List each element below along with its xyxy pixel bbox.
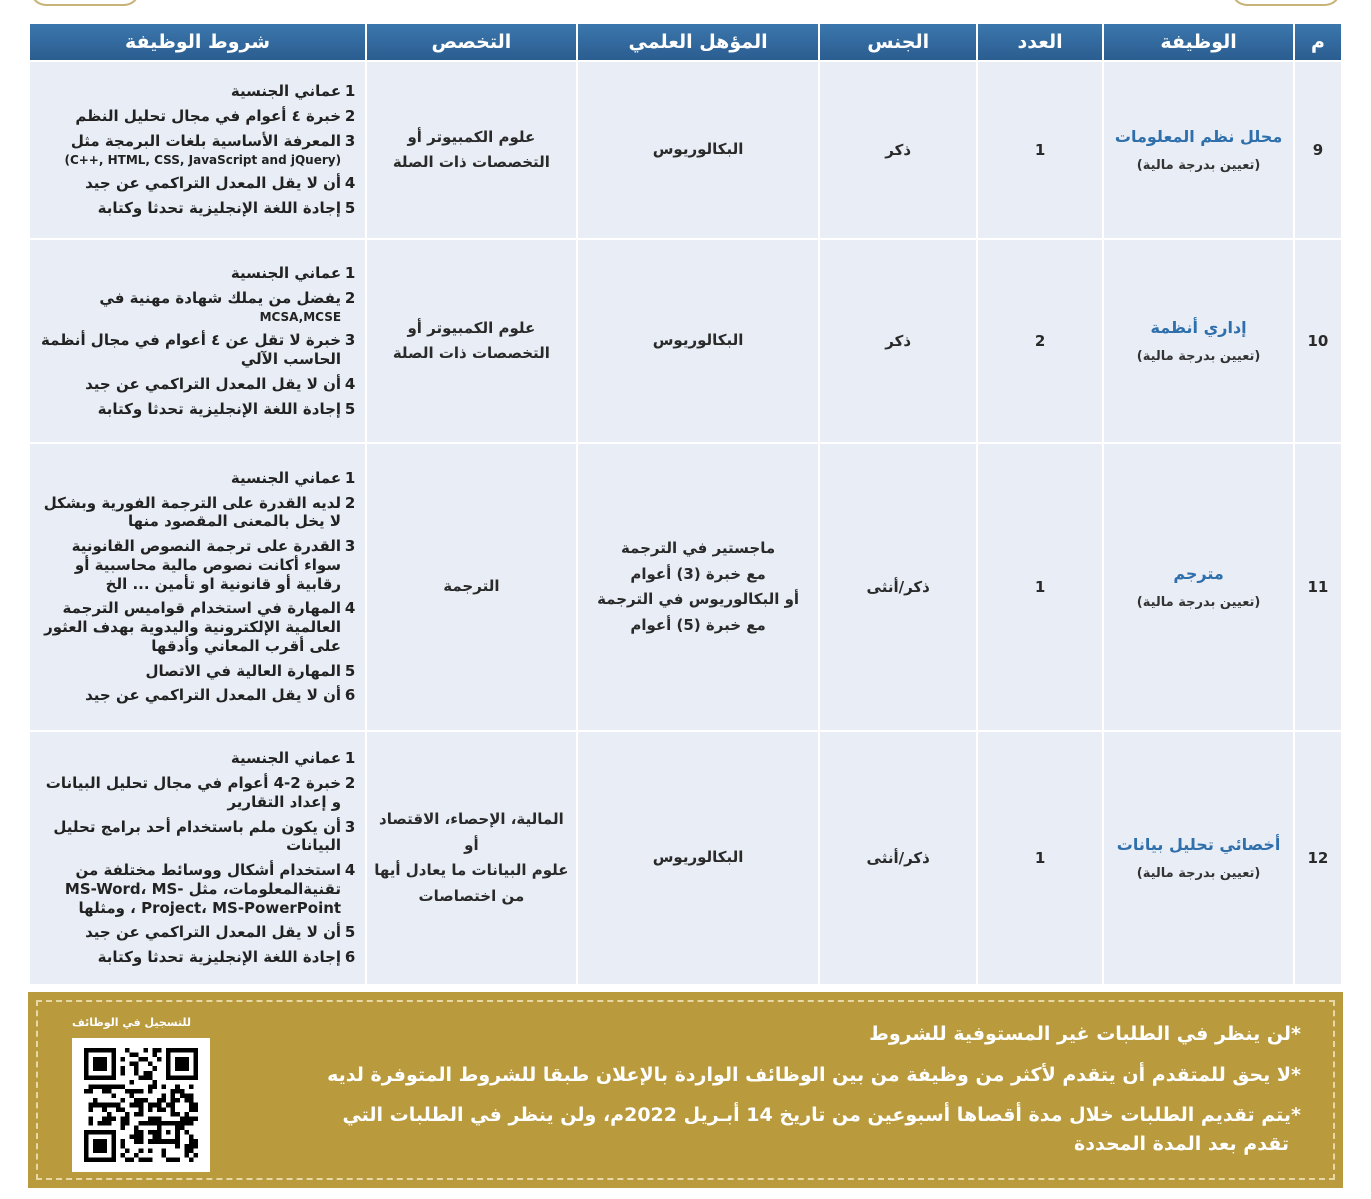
registration-qr-code[interactable] <box>72 1038 210 1172</box>
header-count: العدد <box>978 24 1102 60</box>
condition-number: 2 <box>344 106 356 125</box>
condition-item <box>40 861 359 917</box>
top-ornament-right <box>1231 0 1341 6</box>
table-body <box>30 62 1341 984</box>
condition-text: لديه القدرة على الترجمة الفورية وبشكل لا يخل بالمعنى المقصود منها <box>43 493 342 531</box>
condition-text: المعرفة الأساسية بلغات البرمجة مثل <box>70 131 342 150</box>
table-row <box>30 62 1341 238</box>
notice-line-3-continued: تقدم بعد المدة المحددة <box>1074 1132 1289 1155</box>
condition-text-wrap <box>40 774 341 812</box>
cell-count: 1 <box>978 732 1102 984</box>
condition-text: خبرة ٤ أعوام في مجال تحليل النظم <box>75 106 342 125</box>
cell-qualification <box>578 732 819 984</box>
cell-gender: ذكر/أنثى <box>820 444 975 730</box>
notice-lines <box>261 1020 1301 1170</box>
cell-specialization <box>367 240 576 442</box>
condition-item <box>40 537 359 593</box>
condition-number: 6 <box>344 948 356 966</box>
job-note: (تعيين بدرجة مالية) <box>1136 349 1261 364</box>
table-header <box>30 24 1341 60</box>
job-note: (تعيين بدرجة مالية) <box>1136 595 1261 610</box>
condition-text-wrap <box>99 289 341 326</box>
conditions-list <box>30 457 365 717</box>
condition-text: القدرة على ترجمة النصوص القانونية سواء أكانت نصوص مالية محاسبية أو رقابية أو قانونية او تأمين ... الخ <box>71 537 342 593</box>
condition-number: 2 <box>344 774 356 792</box>
specialization-line: من اختصاصات <box>418 886 525 905</box>
condition-text-wrap <box>40 537 341 593</box>
qualification-line: البكالوريوس <box>652 848 744 867</box>
cell-specialization <box>367 732 576 984</box>
condition-text: عماني الجنسية <box>230 82 342 101</box>
condition-number: 3 <box>344 537 356 556</box>
condition-text-wrap <box>40 861 341 917</box>
condition-subtext: MCSA,MCSE <box>259 310 342 325</box>
condition-item <box>40 686 359 705</box>
condition-text: إجادة اللغة الإنجليزية تحدثا وكتابة <box>97 399 342 418</box>
top-ornament-left <box>30 0 140 6</box>
cell-count: 1 <box>978 444 1102 730</box>
condition-text-wrap <box>85 174 341 193</box>
cell-specialization <box>367 62 576 238</box>
header-specialization: التخصص <box>367 24 576 60</box>
cell-conditions <box>30 732 365 984</box>
cell-no: 9 <box>1295 62 1341 238</box>
conditions-list <box>30 252 365 431</box>
condition-item <box>40 749 359 768</box>
condition-item <box>40 82 359 101</box>
condition-item <box>40 818 359 856</box>
condition-text-wrap <box>231 82 341 101</box>
condition-subtext: (C++, HTML, CSS, JavaScript and jQuery) <box>64 153 342 168</box>
cell-no: 12 <box>1295 732 1341 984</box>
header-job: الوظيفة <box>1104 24 1293 60</box>
cell-job <box>1104 62 1293 238</box>
notice-box <box>28 992 1343 1188</box>
specialization-line: علوم الكمبيوتر أو <box>407 127 536 146</box>
job-title: محلل نظم المعلومات <box>1114 127 1283 146</box>
condition-item <box>40 599 359 655</box>
condition-item <box>40 264 359 283</box>
cell-count: 1 <box>978 62 1102 238</box>
header-no: م <box>1295 24 1341 60</box>
condition-text: أن لا يقل المعدل التراكمي عن جيد <box>85 923 342 942</box>
condition-text: أن يكون ملم باستخدام أحد برامج تحليل البيانات <box>53 817 342 855</box>
job-note: (تعيين بدرجة مالية) <box>1136 158 1261 173</box>
condition-text: إجادة اللغة الإنجليزية تحدثا وكتابة <box>97 948 342 966</box>
condition-item <box>40 174 359 193</box>
notice-line-3: *يتم تقديم الطلبات خلال مدة أقصاها أسبوعين من تاريخ 14 أبـريل 2022م، ولن ينظر في الطلبات التي <box>342 1104 1301 1126</box>
condition-text-wrap <box>98 199 341 218</box>
condition-number: 4 <box>344 861 356 879</box>
condition-number: 5 <box>344 923 356 942</box>
cell-qualification <box>578 240 819 442</box>
specialization-line: المالية، الإحصاء، الاقتصاد <box>379 810 564 828</box>
specialization-line: أو <box>464 835 479 854</box>
condition-text: أن لا يقل المعدل التراكمي عن جيد <box>85 174 342 193</box>
conditions-list <box>30 737 365 979</box>
condition-text-wrap <box>231 749 341 768</box>
condition-number: 1 <box>344 263 356 282</box>
condition-item <box>40 107 359 126</box>
cell-job <box>1104 444 1293 730</box>
job-title: مترجم <box>1173 564 1224 583</box>
condition-text: إجادة اللغة الإنجليزية تحدثا وكتابة <box>97 199 342 218</box>
cell-no: 11 <box>1295 444 1341 730</box>
condition-item <box>40 331 359 369</box>
condition-item <box>40 199 359 218</box>
cell-job <box>1104 732 1293 984</box>
condition-item <box>40 132 359 169</box>
condition-number: 6 <box>344 686 356 705</box>
job-title: أخصائي تحليل بيانات <box>1116 835 1281 854</box>
condition-text-wrap <box>145 662 341 681</box>
condition-number: 3 <box>344 331 356 350</box>
notice-line-1: *لن ينظر في الطلبات غير المستوفية للشروط <box>869 1023 1301 1045</box>
condition-number: 2 <box>344 493 356 512</box>
header-gender: الجنس <box>820 24 975 60</box>
condition-number: 5 <box>344 661 356 680</box>
condition-text-wrap <box>40 599 341 655</box>
cell-gender: ذكر/أنثى <box>820 732 975 984</box>
condition-text: استخدام أشكال ووسائط مختلفة من تقنيةالمعلومات، مثل MS-Word، MS-Project، MS-PowerPoint ، ومثلها <box>64 861 342 917</box>
condition-text: أن لا يقل المعدل التراكمي عن جيد <box>85 686 342 705</box>
jobs-table-container <box>28 22 1343 986</box>
condition-item <box>40 948 359 967</box>
condition-text-wrap <box>40 818 341 856</box>
qualification-line: مع خبرة (3) أعوام <box>630 564 766 583</box>
qr-label: للتسجيل في الوظائف <box>72 1016 192 1029</box>
condition-item <box>40 469 359 488</box>
condition-text: المهارة العالية في الاتصال <box>145 661 342 680</box>
condition-number: 1 <box>344 82 356 101</box>
cell-conditions <box>30 62 365 238</box>
condition-text-wrap <box>40 494 341 532</box>
table-row <box>30 732 1341 984</box>
condition-number: 3 <box>344 817 356 836</box>
condition-number: 1 <box>344 468 356 487</box>
condition-item <box>40 375 359 394</box>
condition-item <box>40 494 359 532</box>
header-conditions: شروط الوظيفة <box>30 24 365 60</box>
condition-text: يفضل من يملك شهادة مهنية في <box>99 288 342 307</box>
qualification-line: أو البكالوريوس في الترجمة <box>597 590 800 608</box>
condition-text: المهارة في استخدام قواميس الترجمة العالمية الإلكترونية واليدوية بهدف العثور على أقرب المعاني وأدقها <box>44 599 342 655</box>
condition-text-wrap <box>231 469 341 488</box>
condition-text: عماني الجنسية <box>230 263 342 282</box>
condition-item <box>40 662 359 681</box>
condition-number: 1 <box>344 749 356 768</box>
cell-qualification <box>578 444 819 730</box>
qualification-line: مع خبرة (5) أعوام <box>630 615 766 634</box>
cell-specialization <box>367 444 576 730</box>
condition-number: 4 <box>344 599 356 618</box>
cell-count: 2 <box>978 240 1102 442</box>
job-note: (تعيين بدرجة مالية) <box>1136 866 1261 881</box>
header-qualification: المؤهل العلمي <box>578 24 819 60</box>
condition-text-wrap <box>98 948 341 967</box>
condition-text-wrap <box>98 400 341 419</box>
condition-text-wrap <box>85 375 341 394</box>
condition-number: 4 <box>344 174 356 193</box>
qualification-line: البكالوريوس <box>652 331 744 350</box>
condition-text-wrap <box>85 923 341 942</box>
table-row <box>30 444 1341 730</box>
job-title: إداري أنظمة <box>1150 318 1247 337</box>
condition-item <box>40 400 359 419</box>
cell-conditions <box>30 240 365 442</box>
specialization-line: الترجمة <box>443 577 500 596</box>
specialization-line: التخصصات ذات الصلة <box>392 153 550 171</box>
condition-number: 4 <box>344 374 356 393</box>
specialization-line: التخصصات ذات الصلة <box>392 344 550 362</box>
condition-number: 5 <box>344 399 356 418</box>
condition-text: أن لا يقل المعدل التراكمي عن جيد <box>85 374 342 393</box>
condition-text-wrap <box>75 107 341 126</box>
condition-item <box>40 923 359 942</box>
specialization-line: علوم البيانات ما يعادل أيها <box>374 861 569 879</box>
condition-text-wrap <box>40 331 341 369</box>
condition-item <box>40 774 359 812</box>
cell-qualification <box>578 62 819 238</box>
qr-code-icon <box>82 1048 200 1162</box>
table-row <box>30 240 1341 442</box>
qualification-line: ماجستير في الترجمة <box>620 539 776 557</box>
conditions-list <box>30 70 365 230</box>
specialization-line: علوم الكمبيوتر أو <box>407 318 536 337</box>
condition-text-wrap <box>231 264 341 283</box>
condition-number: 2 <box>344 288 356 307</box>
cell-job <box>1104 240 1293 442</box>
jobs-table <box>28 22 1343 986</box>
condition-item <box>40 289 359 326</box>
qualification-line: البكالوريوس <box>652 140 744 159</box>
condition-text-wrap <box>64 132 341 169</box>
condition-number: 3 <box>344 131 356 150</box>
condition-number: 5 <box>344 199 356 218</box>
condition-text: عماني الجنسية <box>230 468 342 487</box>
notice-line-2: *لا يحق للمتقدم أن يتقدم لأكثر من وظيفة من بين الوظائف الواردة بالإعلان طبقا للشروط المتوفرة لديه <box>327 1063 1301 1086</box>
cell-gender: ذكر <box>820 62 975 238</box>
cell-conditions <box>30 444 365 730</box>
condition-text-wrap <box>85 686 341 705</box>
condition-text: خبرة لا تقل عن ٤ أعوام في مجال أنظمة الحاسب الآلي <box>41 331 342 368</box>
condition-text: عماني الجنسية <box>230 749 342 768</box>
condition-text: خبرة 2-4 أعوام في مجال تحليل البيانات و إعداد التقارير <box>45 774 342 811</box>
cell-no: 10 <box>1295 240 1341 442</box>
cell-gender: ذكر <box>820 240 975 442</box>
notice-frame <box>36 1000 1335 1180</box>
